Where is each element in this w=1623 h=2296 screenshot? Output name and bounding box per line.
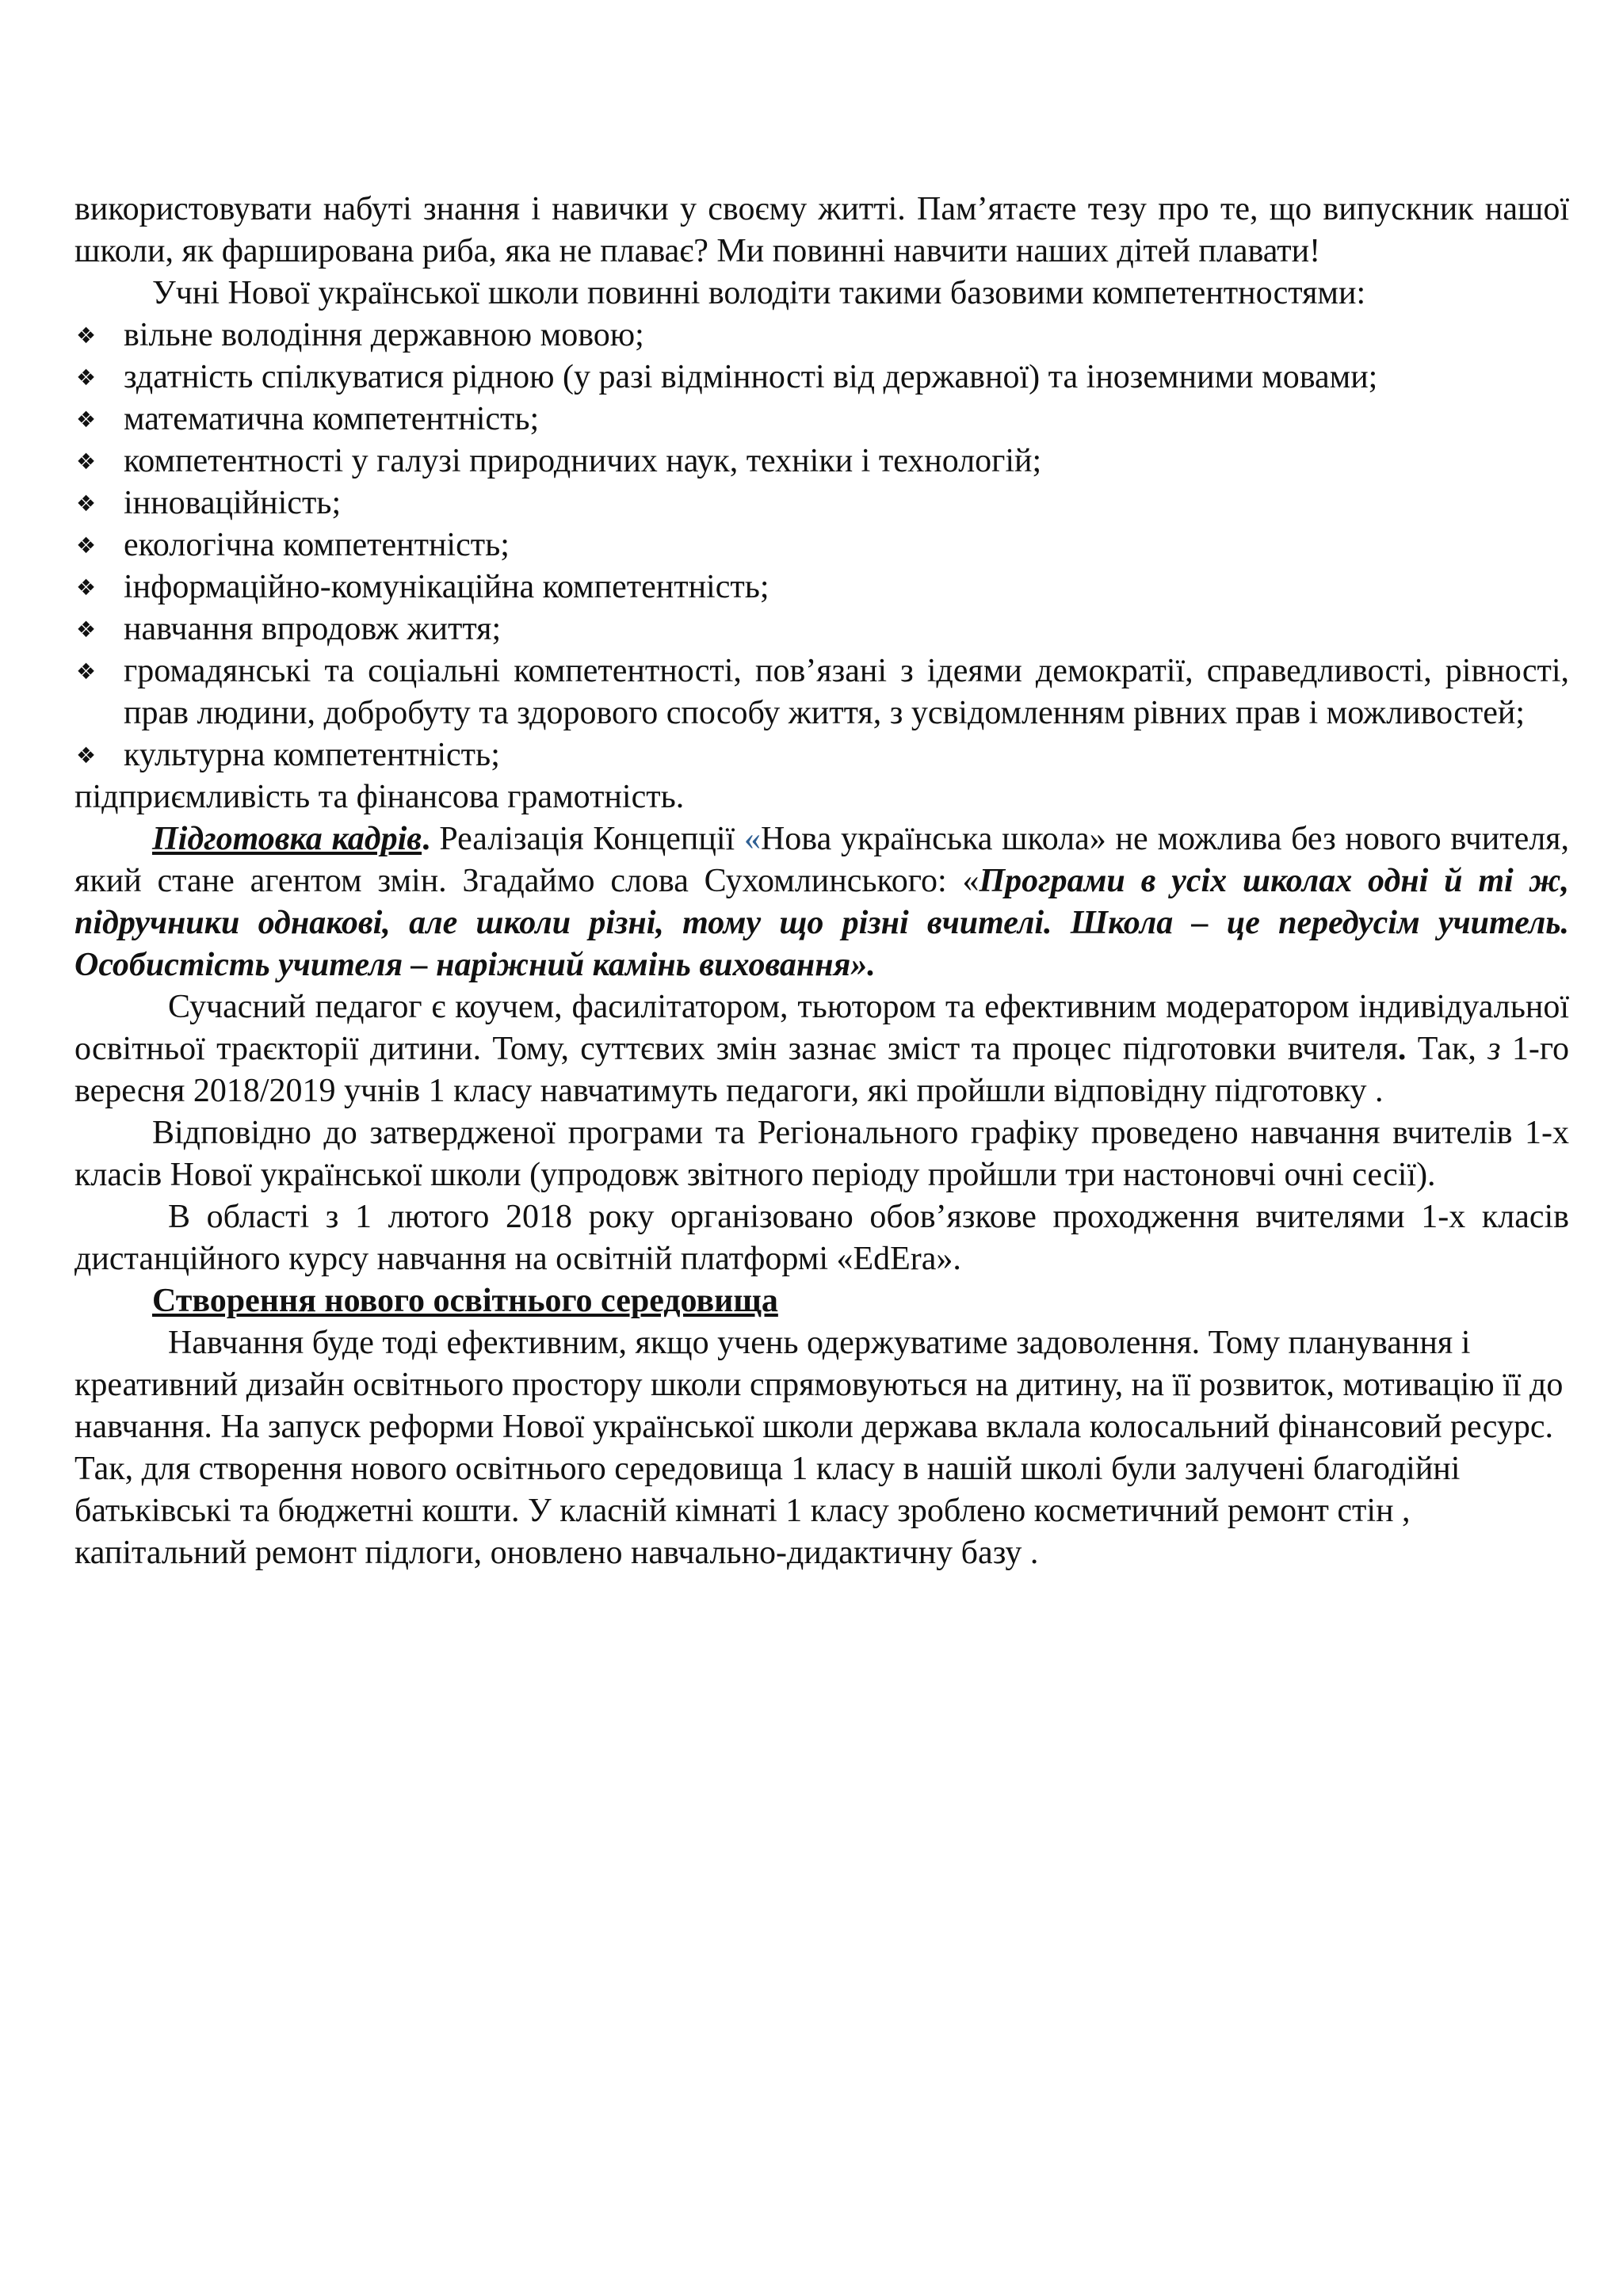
competences-list xyxy=(74,315,1569,776)
paragraph-intro: використовувати набуті знання і навички у своєму житті. Пам’ятаєте тезу про те, що випускник нашої школи, як фарширована риба, яка не плаває? Ми повинні навчити наших дітей плавати! xyxy=(74,191,1569,269)
paragraph-environment: Навчання буде тоді ефективним, якщо учень одержуватиме задоволення. Тому планування і креативний дизайн освітнього простору школи спрямовуються на дитину, на її розвиток, мотивацію її до навчання. На запуск реформи Нової української школи держава вклала колосальний фінансовий ресурс. Так, для створення нового освітнього середовища 1 класу в нашій школі були залучені благодійні батьківські та бюджетні кошти. У класній кімнаті 1 класу зроблено косметичний ремонт стін , капітальний ремонт підлоги, оновлено навчально-дидактичну базу . xyxy=(74,1325,1564,1571)
diamond-bullet-icon: ❖ xyxy=(76,616,97,643)
list-item: ❖ культурна компетентність; xyxy=(74,734,1569,776)
diamond-bullet-icon: ❖ xyxy=(76,532,97,559)
diamond-bullet-icon: ❖ xyxy=(76,364,97,391)
paragraph-distance-course: В області з 1 лютого 2018 року організовано обов’язкове проходження вчителями 1-х класів дистанційного курсу навчання на освітній платформі «EdEra». xyxy=(74,1199,1569,1277)
diamond-bullet-icon: ❖ xyxy=(76,742,97,769)
diamond-bullet-icon: ❖ xyxy=(76,490,97,517)
diamond-bullet-icon: ❖ xyxy=(76,448,97,475)
sukhomlynsky-quote: Програми в усіх школах одні й ті ж, підручники однакові, але школи різні, тому що різні вчителі. Школа – це передусім учитель. Особистість учителя – наріжний камінь виховання». xyxy=(74,863,1569,983)
diamond-bullet-icon: ❖ xyxy=(76,574,97,601)
diamond-bullet-icon: ❖ xyxy=(76,322,97,349)
paragraph-training: Підготовка кадрів. Реалізація Концепції «Нова українська школа» не можлива без нового вчителя, який стане агентом змін. Згадаймо слова Сухомлинського: «Програми в усіх школах одні й ті ж, підручники однакові, але школи різні, тому що різні вчителі. Школа – це передусім учитель. Особистість учителя – наріжний камінь виховання». xyxy=(74,821,1569,983)
section-heading-environment-wrap xyxy=(74,1280,1569,1322)
paragraph-modern-teacher: Сучасний педагог є коучем, фасилітатором, тьютором та ефективним модератором індивідуальної освітньої траєкторії дитини. Тому, суттєвих змін зазнає зміст та процес підготовки вчителя. Так, з 1-го вересня 2018/2019 учнів 1 класу навчатимуть педагоги, які пройшли відповідну підготовку . xyxy=(74,989,1570,1109)
list-item: ❖ громадянські та соціальні компетентності, пов’язані з ідеями демократії, справедливості, рівності, прав людини, добробуту та здорового способу життя, з усвідомленням рівних прав і можливостей; xyxy=(74,650,1569,734)
section-heading-environment: Створення нового освітнього середовища xyxy=(152,1283,778,1319)
document-body xyxy=(74,189,1569,1574)
list-item: ❖ здатність спілкуватися рідною (у разі відмінності від державної) та іноземними мовами; xyxy=(74,357,1569,399)
paragraph-competences-intro: Учні Нової української школи повинні володіти такими базовими компетентностями: xyxy=(152,275,1366,311)
list-item: ❖ вільне володіння державною мовою; xyxy=(74,315,1569,357)
paragraph-regional-schedule: Відповідно до затвердженої програми та Регіонального графіку проведено навчання вчителів 1-х класів Нової української школи (упродовж звітного періоду пройшли три настоновчі очні сесії). xyxy=(74,1115,1569,1193)
list-item: ❖ інформаційно-комунікаційна компетентність; xyxy=(74,566,1569,608)
list-item: ❖ компетентності у галузі природничих наук, техніки і технологій; xyxy=(74,441,1569,482)
list-item: ❖ математична компетентність; xyxy=(74,399,1569,441)
section-heading-training: Підготовка кадрів xyxy=(152,821,422,857)
list-item: ❖ навчання впродовж життя; xyxy=(74,608,1569,650)
diamond-bullet-icon: ❖ xyxy=(76,658,97,685)
diamond-bullet-icon: ❖ xyxy=(76,406,97,433)
list-item: ❖ екологічна компетентність; xyxy=(74,524,1569,566)
paragraph-last-competence: підприємливість та фінансова грамотність. xyxy=(74,779,685,815)
list-item: ❖ інноваційність; xyxy=(74,482,1569,524)
